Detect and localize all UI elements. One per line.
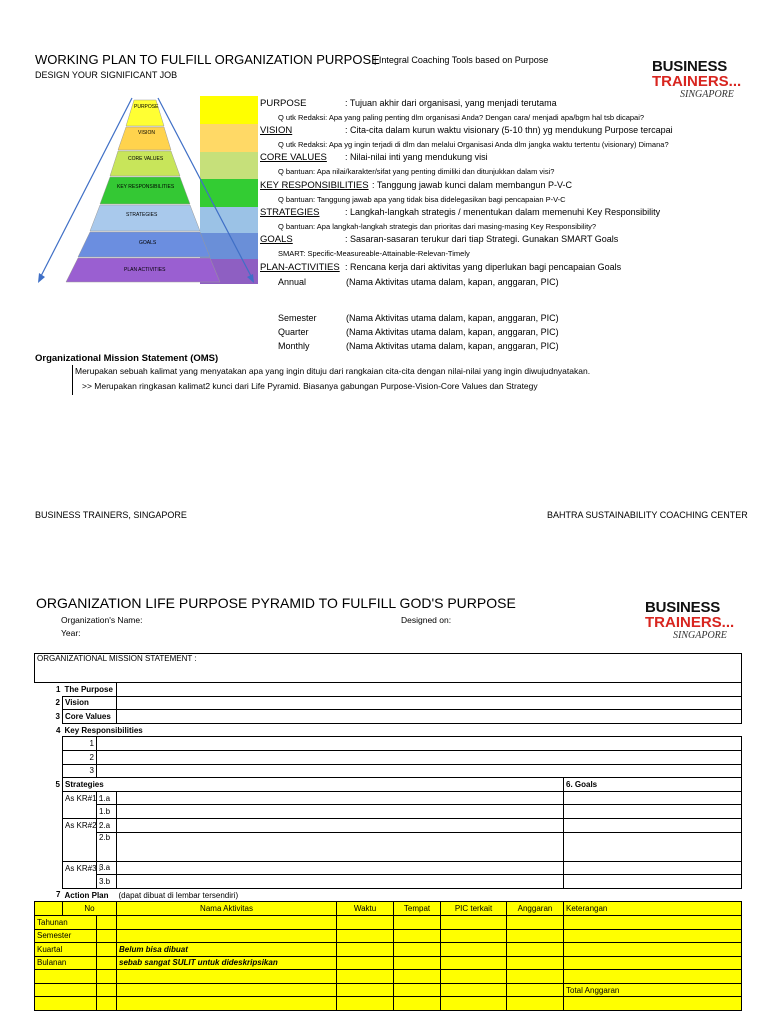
- kr-row-2: [35, 750, 742, 764]
- oms-row: [35, 654, 742, 683]
- pyramid-label-purpose: PURPOSE: [134, 104, 159, 110]
- kr1a-input[interactable]: [117, 791, 564, 805]
- logo2-line2: TRAINERS...: [645, 614, 735, 631]
- header-waktu: Waktu: [337, 902, 394, 916]
- period-kuartal: Kuartal: [35, 943, 97, 957]
- plan-value-semester: (Nama Aktivitas utama dalam, kapan, anggaran, PIC): [346, 313, 559, 323]
- def-desc-vision: : Cita-cita dalam kurun waktu visionary (5-10 thn) yg mendukung Purpose tercapai: [345, 125, 673, 135]
- kr1b-goal[interactable]: [564, 805, 742, 819]
- def-desc-goals: : Sasaran-sasaran terukur dari tiap Strategi. Gunakan SMART Goals: [345, 234, 619, 244]
- kr3b-row: [35, 875, 742, 889]
- plan-value-annual: (Nama Aktivitas utama dalam, kapan, anggaran, PIC): [346, 277, 559, 287]
- header-pic: PIC terkait: [441, 902, 507, 916]
- tier-strategies: [90, 205, 200, 231]
- def-term-strategies: STRATEGIES: [260, 207, 320, 218]
- def-term-key-resp: KEY RESPONSIBILITIES: [260, 180, 369, 191]
- kr3b-label: 3.b: [97, 875, 117, 889]
- period-bulanan: Bulanan: [35, 956, 97, 970]
- band-key-resp: [200, 179, 258, 207]
- kr-num-3: 3: [63, 764, 97, 778]
- core-values-num: 3: [55, 711, 60, 721]
- vision-label: Vision: [63, 696, 117, 710]
- footer-right: BAHTRA SUSTAINABILITY COACHING CENTER: [547, 510, 748, 520]
- logo-line1: BUSINESS: [652, 58, 728, 75]
- note-belum: Belum bisa dibuat: [117, 943, 337, 957]
- kr1a-label: 1.a: [97, 791, 117, 805]
- plan-label-semester: Semester: [278, 313, 317, 323]
- page2-title: ORGANIZATION LIFE PURPOSE PYRAMID TO FULFILL GOD'S PURPOSE: [36, 595, 516, 611]
- kr-row-3: [35, 764, 742, 778]
- def-term-purpose: PURPOSE: [260, 98, 307, 109]
- action-plan-label: Action Plan: [64, 890, 109, 900]
- plan-value-monthly: (Nama Aktivitas utama dalam, kapan, anggaran, PIC): [346, 341, 559, 351]
- tier-core-values: [110, 151, 180, 176]
- kr2a-row: [35, 818, 742, 832]
- plan-label-quarter: Quarter: [278, 327, 309, 337]
- action-plan-note: (dapat dibuat di lembar tersendiri): [118, 890, 239, 900]
- vision-num: 2: [55, 698, 60, 708]
- planning-form: [34, 653, 742, 1011]
- kr2a-goal[interactable]: [564, 818, 742, 832]
- header-tempat: Tempat: [394, 902, 441, 916]
- logo2-line3: SINGAPORE: [673, 630, 727, 641]
- oms-line1: Merupakan sebuah kalimat yang menyatakan apa yang ingin dituju dari rangkaian cita-cita dengan nilai-nilai yang ingin diwujudnyatakan.: [75, 366, 591, 376]
- strategies-num: 5: [55, 779, 60, 789]
- vision-input[interactable]: [117, 696, 742, 710]
- kr-num-1: 1: [63, 737, 97, 751]
- kr-row-1: [35, 737, 742, 751]
- pyramid-label-goals: GOALS: [139, 240, 157, 246]
- kr2-label: As KR#2 :: [63, 818, 97, 832]
- kr2b-label: 2.b: [97, 832, 117, 861]
- logo-line3: SINGAPORE: [680, 89, 734, 100]
- pyramid-label-core-values: CORE VALUES: [128, 156, 164, 162]
- oms-title: Organizational Mission Statement (OMS): [35, 353, 219, 364]
- kr2a-input[interactable]: [117, 818, 564, 832]
- kr3b-goal[interactable]: [564, 875, 742, 889]
- header-anggaran: Anggaran: [507, 902, 564, 916]
- header-keterangan: Keterangan: [564, 902, 742, 916]
- kr1a-row: [35, 791, 742, 805]
- activity-cell[interactable]: [117, 915, 337, 929]
- total-anggaran: Total Anggaran: [564, 983, 742, 997]
- plan-value-quarter: (Nama Aktivitas utama dalam, kapan, anggaran, PIC): [346, 327, 559, 337]
- strategies-label: Strategies: [63, 778, 564, 792]
- def-term-plan: PLAN-ACTIVITIES: [260, 262, 340, 273]
- kr3a-goal[interactable]: [564, 861, 742, 875]
- action-row-7: [35, 997, 742, 1011]
- def-note-purpose: Q utk Redaksi: Apa yang paling penting dlm organisasi Anda? Dengan cara/ menjadi apa/bgm hal tsb dicapai?: [278, 113, 645, 122]
- def-term-goals: GOALS: [260, 234, 293, 245]
- kr3a-label: 3.a: [97, 861, 117, 875]
- def-note-goals: SMART: Specific-Measureable-Attainable-Relevan-Timely: [278, 249, 470, 258]
- def-desc-purpose: : Tujuan akhir dari organisasi, yang menjadi terutama: [345, 98, 557, 108]
- note-sulit: sebab sangat SULIT untuk dideskripsikan: [117, 956, 337, 970]
- kr1b-input[interactable]: [117, 805, 564, 819]
- kr3a-input[interactable]: [117, 861, 564, 875]
- core-values-row: [35, 710, 742, 724]
- page1-title: WORKING PLAN TO FULFILL ORGANIZATION PURPOSE: [35, 52, 380, 67]
- header-no: No: [63, 902, 117, 916]
- def-desc-core-values: : Nilai-nilai inti yang mendukung visi: [345, 152, 488, 162]
- activity-cell[interactable]: [117, 983, 337, 997]
- pyramid-label-strategies: STRATEGIES: [126, 212, 158, 218]
- footer-left: BUSINESS TRAINERS, SINGAPORE: [35, 510, 187, 520]
- band-vision: [200, 124, 258, 152]
- plan-label-monthly: Monthly: [278, 341, 310, 351]
- key-resp-label: Key Responsibilities: [64, 725, 143, 735]
- kr3-label: As KR#3 :: [63, 861, 97, 875]
- action-row-4: [35, 956, 742, 970]
- action-header-row: [35, 902, 742, 916]
- band-strategies: [200, 207, 258, 233]
- period-semester: Semester: [35, 929, 97, 943]
- activity-cell[interactable]: [117, 970, 337, 984]
- life-pyramid: [30, 94, 260, 288]
- purpose-input[interactable]: [117, 683, 742, 697]
- def-note-key-resp: Q bantuan: Tanggung jawab apa yang tidak bisa didelegasikan bagi pencapaian P-V-C: [278, 195, 566, 204]
- oms-divider: [72, 365, 73, 395]
- def-desc-plan: : Rencana kerja dari aktivitas yang diperlukan bagi pencapaian Goals: [345, 262, 622, 272]
- def-term-vision: VISION: [260, 125, 293, 136]
- year-label: Year:: [61, 628, 81, 638]
- activity-cell[interactable]: [117, 997, 337, 1011]
- action-row-5: [35, 970, 742, 984]
- kr-input-1[interactable]: [97, 737, 742, 751]
- band-purpose: [200, 96, 258, 124]
- pyramid-label-plan: PLAN ACTIVITIES: [124, 267, 166, 273]
- logo2-line1: BUSINESS: [645, 599, 721, 616]
- key-resp-num: 4: [56, 725, 61, 735]
- strategies-row: [35, 778, 742, 792]
- designed-on-label: Designed on:: [401, 615, 452, 625]
- kr2b-row: [35, 832, 742, 861]
- key-resp-row: [35, 723, 742, 737]
- plan-label-annual: Annual: [278, 277, 307, 287]
- tier-key-resp: [100, 177, 190, 204]
- kr2a-label: 2.a: [97, 818, 117, 832]
- action-row-2: [35, 929, 742, 943]
- org-name-label: Organization's Name:: [61, 615, 143, 625]
- pyramid-label-vision: VISION: [138, 130, 155, 136]
- kr1a-goal[interactable]: [564, 791, 742, 805]
- action-plan-num: 7: [56, 890, 61, 900]
- kr-input-2[interactable]: [97, 750, 742, 764]
- def-note-vision: Q utk Redaksi: Apa yg ingin terjadi di dlm dan melalui Organisasi Anda dlm jangka waktu tertentu (visionary) Dimana?: [278, 140, 669, 149]
- action-row-3: [35, 943, 742, 957]
- kr1b-row: [35, 805, 742, 819]
- action-row-6: [35, 983, 742, 997]
- page1-subtitle-right: | Integral Coaching Tools based on Purpose: [374, 55, 549, 65]
- goals-label: 6. Goals: [564, 778, 742, 792]
- oms-cell[interactable]: ORGANIZATIONAL MISSION STATEMENT :: [35, 654, 742, 683]
- action-plan-row: [35, 888, 742, 902]
- brand-logo-2: [645, 600, 755, 641]
- purpose-row: [35, 683, 742, 697]
- logo-line2: TRAINERS...: [652, 73, 742, 90]
- action-row-1: [35, 915, 742, 929]
- pyramid-label-key-resp: KEY RESPONSIBILITIES: [117, 184, 175, 190]
- activity-cell[interactable]: [117, 929, 337, 943]
- def-term-core-values: CORE VALUES: [260, 152, 327, 163]
- kr-num-2: 2: [63, 750, 97, 764]
- def-desc-key-resp: : Tanggung jawab kunci dalam membangun P-V-C: [372, 180, 572, 190]
- kr3a-row: [35, 861, 742, 875]
- def-desc-strategies: : Langkah-langkah strategis / menentukan dalam memenuhi Key Responsibility: [345, 207, 661, 217]
- def-note-core-values: Q bantuan: Apa nilai/karakter/sifat yang penting dimiliki dan ditunjukkan dalam visi?: [278, 167, 555, 176]
- band-core-values: [200, 152, 258, 179]
- vision-row: [35, 696, 742, 710]
- kr2b-input[interactable]: [117, 832, 564, 861]
- kr2b-goal[interactable]: [564, 832, 742, 861]
- kr1b-label: 1.b: [97, 805, 117, 819]
- period-tahunan: Tahunan: [35, 915, 97, 929]
- core-values-label: Core Values: [63, 710, 117, 724]
- kr-input-3[interactable]: [97, 764, 742, 778]
- kr3b-input[interactable]: [117, 875, 564, 889]
- kr1-label: As KR#1 :: [63, 791, 97, 805]
- oms-line2: >> Merupakan ringkasan kalimat2 kunci dari Life Pyramid. Biasanya gabungan Purpose-Vision-Core Values dan Strategy: [82, 381, 538, 391]
- def-note-strategies: Q bantuan: Apa langkah-langkah strategis dan prioritas dari masing-masing Key Responsibility?: [278, 222, 597, 231]
- page1-subtitle: DESIGN YOUR SIGNIFICANT JOB: [35, 70, 178, 80]
- purpose-num: 1: [56, 685, 61, 695]
- brand-logo: [652, 59, 762, 100]
- purpose-label: The Purpose: [63, 683, 117, 697]
- header-activity: Nama Aktivitas: [117, 902, 337, 916]
- core-values-input[interactable]: [117, 710, 742, 724]
